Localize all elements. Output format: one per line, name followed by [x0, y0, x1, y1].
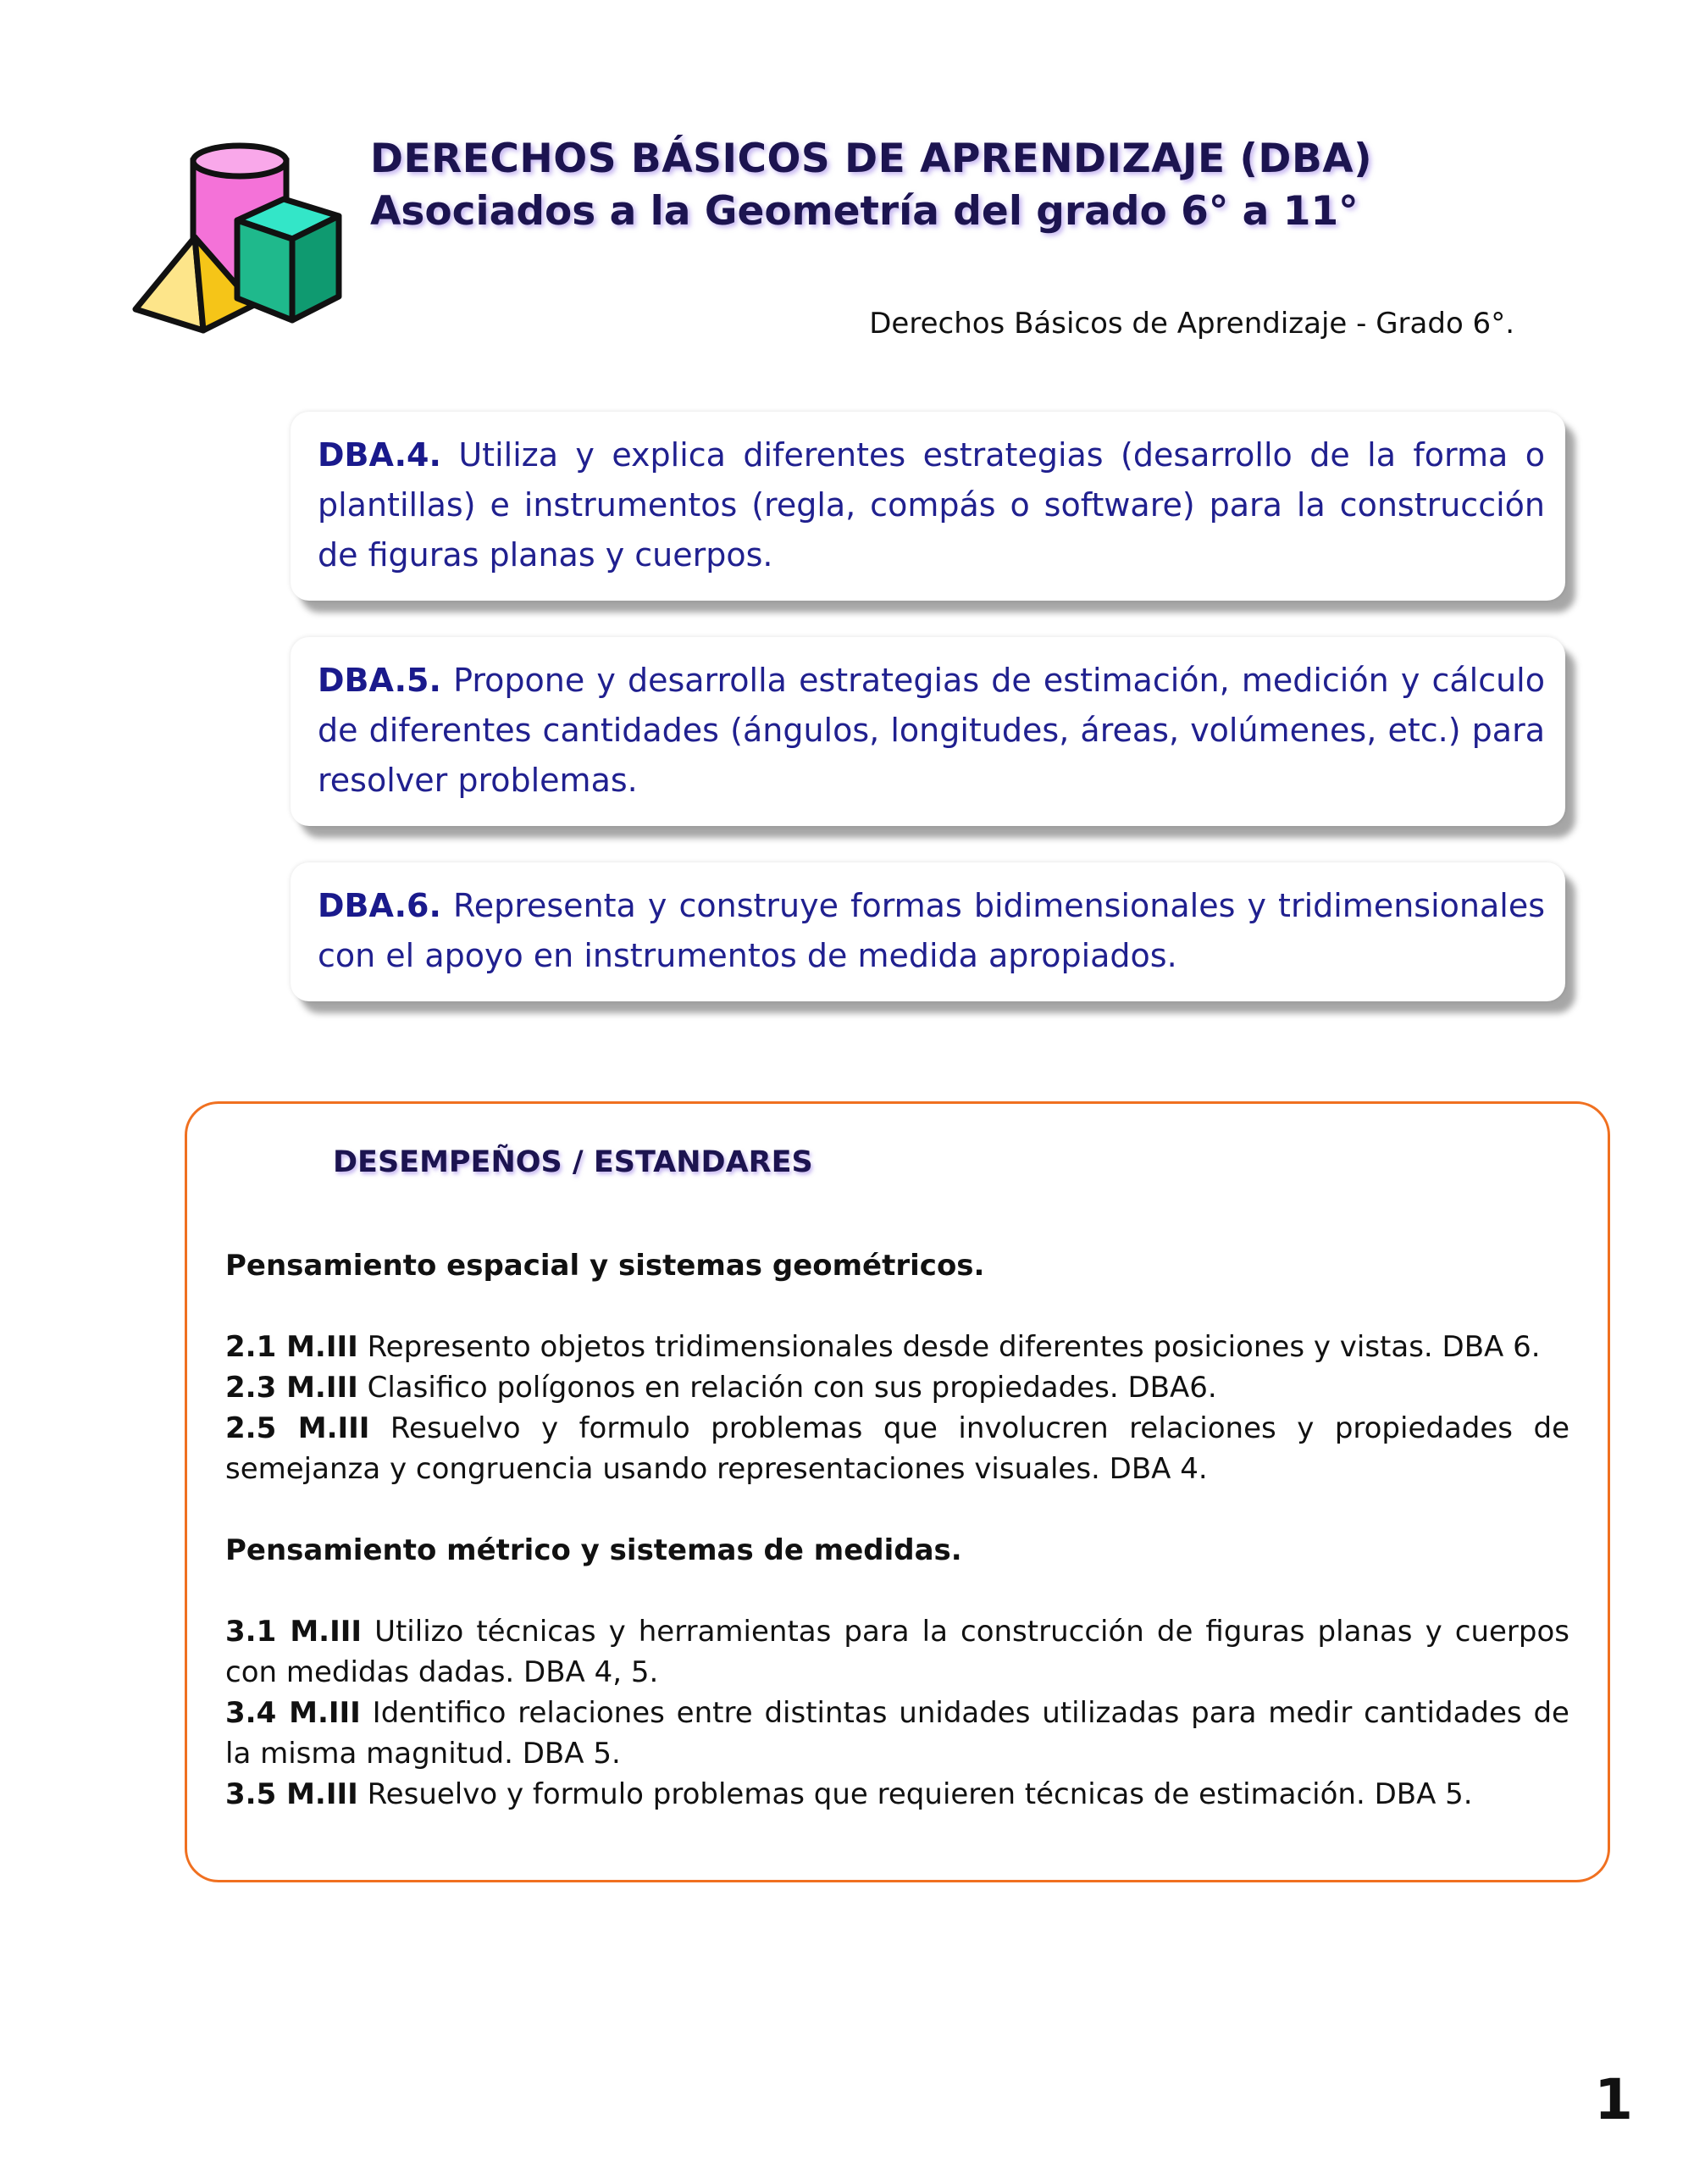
standard-text: Represento objetos tridimensionales desde diferentes posiciones y vistas. DBA 6. — [357, 1330, 1541, 1364]
section-heading: Pensamiento métrico y sistemas de medidas. — [225, 1533, 962, 1567]
title-block — [370, 134, 1556, 239]
standard-text: Resuelvo y formulo problemas que involucren relaciones y propiedades de semejanza y congruencia usando representaciones visuales. DBA 4. — [225, 1411, 1569, 1486]
standard-text: Resuelvo y formulo problemas que requieren técnicas de estimación. DBA 5. — [357, 1777, 1473, 1811]
dba-description: Representa y construye formas bidimensionales y tridimensionales con el apoyo en instrumentos de medida apropiados. — [318, 887, 1545, 974]
standard-code: 3.5 M.III — [225, 1777, 358, 1811]
dba-description: Utiliza y explica diferentes estrategias (desarrollo de la forma o plantillas) e instrumentos (regla, compás o software) para la construcción de figuras planas y cuerpos. — [318, 436, 1545, 574]
dba-code: DBA.5. — [318, 662, 441, 699]
standard-item — [225, 1367, 1569, 1408]
standards-body — [225, 1245, 1569, 1815]
grade-label: Derechos Básicos de Aprendizaje - Grado 6°. — [869, 307, 1514, 341]
page-title: DERECHOS BÁSICOS DE APRENDIZAJE (DBA) — [370, 136, 1373, 182]
dba-card-4 — [291, 412, 1565, 601]
dba-card-text — [318, 881, 1545, 981]
dba-code: DBA.6. — [318, 887, 441, 924]
standard-text: Clasifico polígonos en relación con sus propiedades. DBA6. — [357, 1371, 1217, 1405]
standard-code: 2.5 M.III — [225, 1411, 370, 1445]
standards-title: DESEMPEÑOS / ESTANDARES — [333, 1145, 813, 1179]
dba-card-text — [318, 430, 1545, 580]
standard-text: Utilizo técnicas y herramientas para la construcción de figuras planas y cuerpos con medidas dadas. DBA 4, 5. — [225, 1615, 1569, 1689]
dba-description: Propone y desarrolla estrategias de estimación, medición y cálculo de diferentes cantidades (ángulos, longitudes, áreas, volúmenes, etc.) para resolver problemas. — [318, 662, 1545, 799]
standard-item — [225, 1327, 1569, 1367]
geometric-solids-icon — [127, 136, 356, 339]
standard-item — [225, 1693, 1569, 1774]
dba-card-5 — [291, 637, 1565, 826]
dba-card-6 — [291, 862, 1565, 1001]
dba-card-text — [318, 656, 1545, 806]
standard-code: 2.1 M.III — [225, 1330, 358, 1364]
dba-code: DBA.4. — [318, 436, 441, 474]
page-subtitle: Asociados a la Geometría del grado 6° a 11° — [370, 188, 1359, 235]
standard-item — [225, 1611, 1569, 1693]
page-number: 1 — [1594, 2067, 1633, 2132]
standard-item — [225, 1408, 1569, 1489]
standard-item — [225, 1774, 1569, 1815]
section-heading: Pensamiento espacial y sistemas geométricos. — [225, 1249, 985, 1283]
standard-code: 3.1 M.III — [225, 1615, 363, 1649]
standard-code: 2.3 M.III — [225, 1371, 358, 1405]
standard-code: 3.4 M.III — [225, 1696, 361, 1730]
standard-text: Identifico relaciones entre distintas unidades utilizadas para medir cantidades de la misma magnitud. DBA 5. — [225, 1696, 1569, 1771]
